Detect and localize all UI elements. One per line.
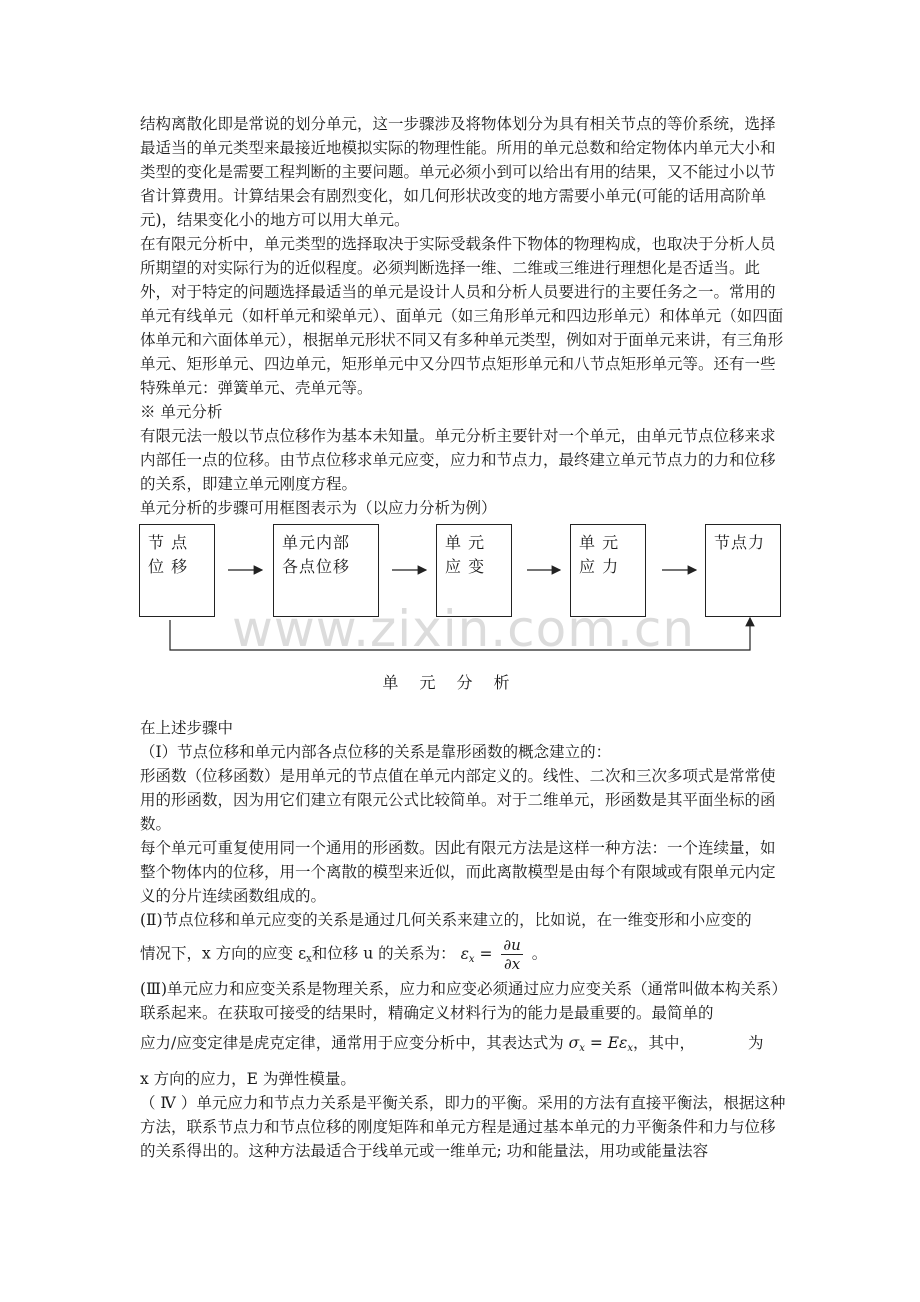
step-3-line-2: 应力/应变定律是虎克定律，通常用于应变分析中，其表达式为 $\sigma_x = E\varepsilon_x$，其中， 为 [140,1034,764,1054]
paragraph: 在上述步骤中 [140,719,234,737]
step-4: （ Ⅳ ）单元应力和节点力关系是平衡关系，即力的平衡。采用的方法有直接平衡法，根据这种方法，联系节点力和节点位移的刚度矩阵和单元方程是通过基本单元的力平衡条件和力与位移的关系得出的。这种方法最适合于线单元或一维单元; 功和能量法，用功或能量法容 [140,1094,786,1160]
paragraph: 每个单元可重复使用同一个通用的形函数。因此有限元方法是这样一种方法：一个连续量，如整个物体内的位移，用一个离散的模型来近似，而此离散模型是由每个有限域或有限单元内定义的分片连续函数组成的。 [140,839,776,905]
section-steps [140,716,790,1163]
flow-diagram [0,520,920,700]
step-3-line-3: x 方向的应力，E 为弹性模量。 [140,1070,356,1088]
paragraph: 在有限元分析中，单元类型的选择取决于实际受载条件下物体的物理构成，也取决于分析人员所期望的对实际行为的近似程度。必须判断选择一维、二维或三维进行理想化是否适当。此外，对于特定的问题选择最适当的单元是设计人员和分析人员要进行的主要任务之一。常用的单元有线单元（如杆单元和梁单元）、面单元（如三角形单元和四边形单元）和体单元（如四面体单元和六面体单元），根据单元形状不同又有多种单元类型，例如对于面单元来讲，有三角形单元、矩形单元、四边单元，矩形单元中又分四节点矩形单元和八节点矩形单元等。还有一些特殊单元：弹簧单元、壳单元等。 [140,235,784,397]
diagram-caption: 单 元 分 析 [382,673,518,692]
box-internal-displacement: 单元内部 各点位移 [273,524,379,617]
box-element-stress: 单 元 应 力 [570,524,646,617]
bracket-line [170,620,750,650]
section-discretization [140,112,790,520]
box-element-strain: 单 元 应 变 [436,524,512,617]
step-2-line-1: (Ⅱ)节点位移和单元应变的关系是通过几何关系来建立的，比如说，在一维变形和小应变的 [140,911,752,929]
paragraph: 单元分析的步骤可用框图表示为（以应力分析为例） [140,499,497,517]
paragraph: 结构离散化即是常说的划分单元，这一步骤涉及将物体划分为具有相关节点的等价系统，选择最适当的单元类型来最接近地模拟实际的物理性能。所用的单元总数和给定物体内单元大小和类型的变化是需要工程判断的主要问题。单元必须小到可以给出有用的结果，又不能过小以节省计算费用。计算结果会有剧烈变化，如几何形状改变的地方需要小单元(可能的话用高阶单元)，结果变化小的地方可以用大单元。 [140,115,776,229]
section-heading: ※ 单元分析 [140,403,223,421]
strain-formula: $\varepsilon_x$ = $\frac{\partial u}{\partial x}$ [460,936,521,973]
box-node-displacement: 节 点 位 移 [139,524,215,617]
watermark: www.zixin.com.cn [232,600,696,658]
paragraph: 有限元法一般以节点位移作为基本未知量。单元分析主要针对一个单元，由单元节点位移来求内部任一点的位移。由节点位移求单元应变，应力和节点力，最终建立单元节点力的力和位移的关系，即建立单元刚度方程。 [140,427,776,493]
step-2-line-2: 情况下，x 方向的应变 $\varepsilon_x$和位移 u 的关系为： $\varepsilon_x$ = $\frac{\partial u}{\partial x}$ 。 [140,936,548,973]
derivative-fraction: $\frac{\partial u}{\partial x}$ [503,936,521,973]
hooke-formula: $\sigma_x = E\varepsilon_x$ [568,1034,634,1054]
paragraph: 形函数（位移函数）是用单元的节点值在单元内部定义的。线性、二次和三次多项式是常常使用的形函数，因为用它们建立有限元公式比较简单。对于二维单元，形函数是其平面坐标的函数。 [140,767,776,833]
box-node-force: 节点力 [705,524,781,617]
step-1-title: （Ⅰ）节点位移和单元内部各点位移的关系是靠形函数的概念建立的： [140,743,612,761]
step-3-line-1: (Ⅲ)单元应力和应变关系是物理关系，应力和应变必须通过应力应变关系（通常叫做本构关系）联系起来。在获取可接受的结果时，精确定义材料行为的能力是最重要的。最简单的 [140,980,788,1022]
